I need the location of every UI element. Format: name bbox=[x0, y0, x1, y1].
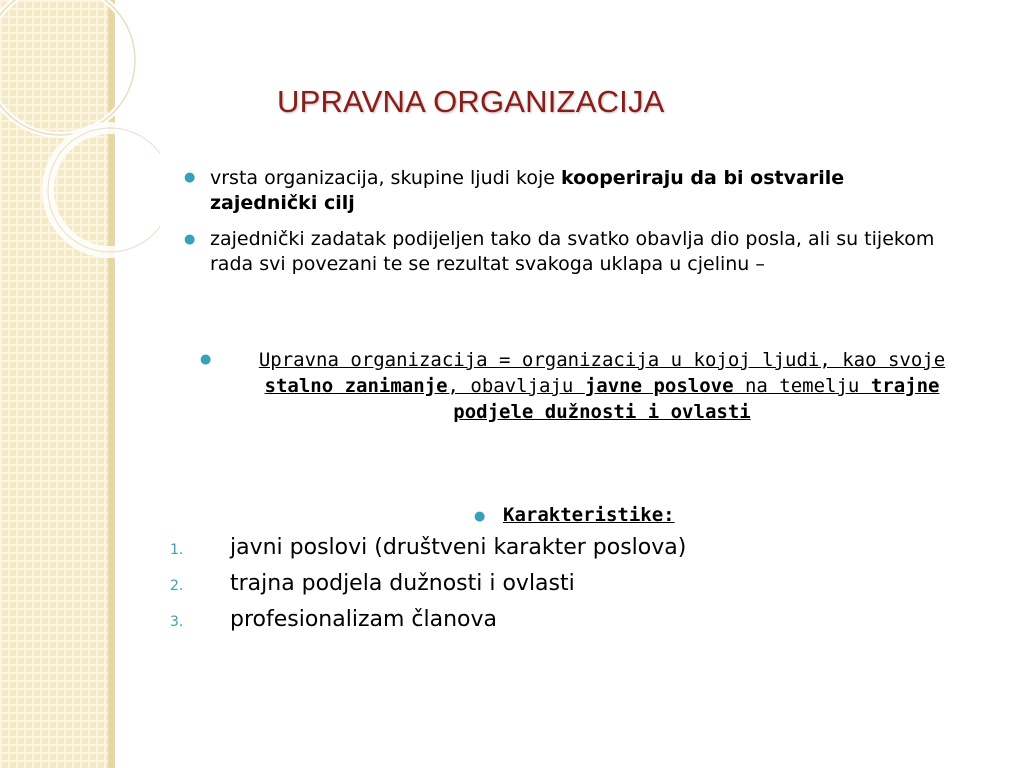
item-text: trajna podjela dužnosti i ovlasti bbox=[230, 571, 575, 596]
item-number: 3. bbox=[170, 614, 184, 630]
bullet-dot-icon: ● bbox=[184, 170, 196, 185]
bullet-dot-icon: ● bbox=[474, 509, 486, 524]
bullet-2-text: zajednički zadatak podijeljen tako da svatko obavlja dio posla, ali su tijekom rada svi povezani te se rezultat svakoga uklapa u cjelinu – bbox=[210, 228, 935, 275]
bullet-dot-icon: ● bbox=[200, 352, 212, 367]
decorative-circles bbox=[0, 0, 160, 300]
item-number: 2. bbox=[170, 578, 184, 594]
bullet-1-text: vrsta organizacija, skupine ljudi koje kooperiraju da bi ostvarile zajednički cilj bbox=[210, 167, 845, 214]
item-text: profesionalizam članova bbox=[230, 607, 497, 632]
characteristics-heading: Karakteristike: bbox=[503, 504, 675, 526]
bullet-dot-icon: ● bbox=[184, 232, 196, 247]
slide-title: UPRAVNA ORGANIZACIJA bbox=[277, 84, 665, 119]
item-text: javni poslovi (društveni karakter poslova) bbox=[230, 535, 687, 560]
bullet-3-definition: Upravna organizacija = organizacija u kojoj ljudi, kao svoje stalno zanimanje, obavljaju javne poslove na temelju trajne podjele dužnosti i ovlasti bbox=[258, 349, 946, 423]
item-number: 1. bbox=[170, 542, 184, 558]
